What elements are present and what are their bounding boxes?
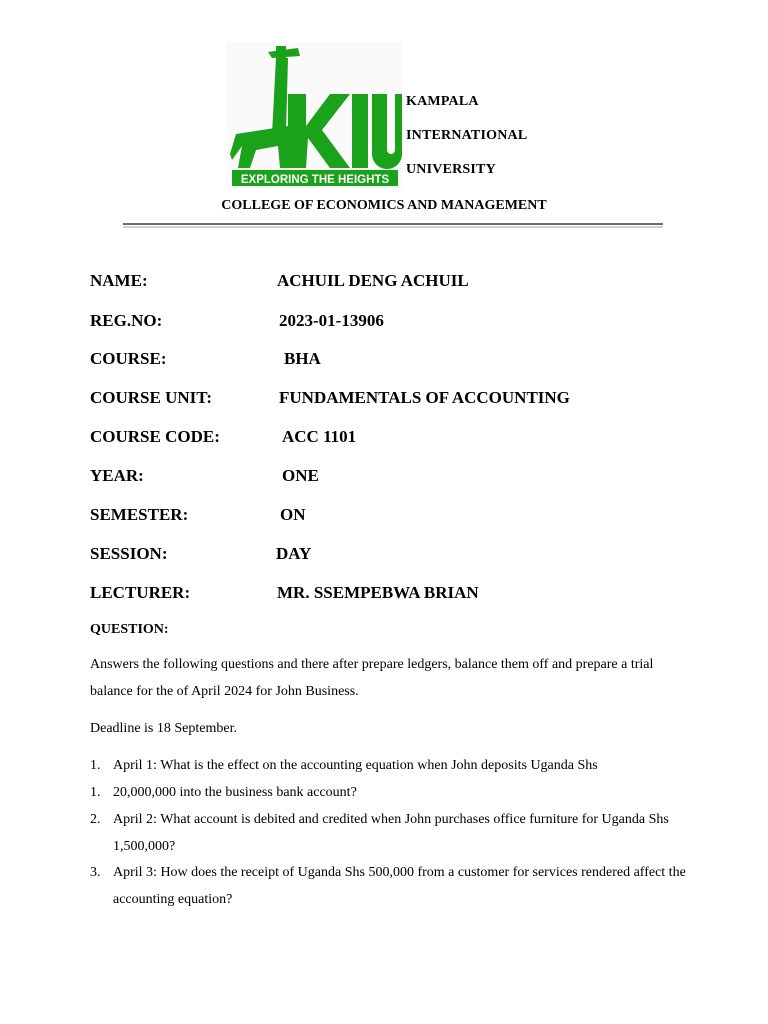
field-value-lecturer: MR. SSEMPEBWA BRIAN <box>277 583 479 602</box>
question-item-text: April 3: How does the receipt of Uganda Shs 500,000 from a customer for services rendered affect the accounting equation? <box>113 865 686 907</box>
kiu-logo <box>226 42 402 188</box>
question-item-text: April 1: What is the effect on the accounting equation when John deposits Uganda Shs <box>113 758 598 773</box>
field-label-course-unit: COURSE UNIT: <box>90 388 213 407</box>
question-item-number: 1. <box>90 785 101 800</box>
field-label-year: YEAR: <box>90 466 144 485</box>
field-label-name: NAME: <box>90 271 148 290</box>
field-value-course-unit: FUNDAMENTALS OF ACCOUNTING <box>279 388 570 407</box>
field-label-course-code: COURSE CODE: <box>90 427 220 446</box>
college-name: COLLEGE OF ECONOMICS AND MANAGEMENT <box>221 198 547 213</box>
question-instructions: Answers the following questions and there after prepare ledgers, balance them off and prepare a trial balance for the of April 2024 for John Business. <box>90 657 654 699</box>
question-item <box>90 859 690 913</box>
question-item <box>90 779 690 806</box>
field-label-semester: SEMESTER: <box>90 505 189 524</box>
field-value-semester: ON <box>280 505 306 524</box>
question-title: QUESTION: <box>90 622 169 637</box>
university-line-2: INTERNATIONAL <box>406 128 528 143</box>
field-value-year: ONE <box>282 466 319 485</box>
question-item-number: 2. <box>90 812 101 827</box>
question-item <box>90 752 690 779</box>
question-item-number: 1. <box>90 758 101 773</box>
field-label-course: COURSE: <box>90 349 167 368</box>
question-item-number: 3. <box>90 865 101 880</box>
field-label-regno: REG.NO: <box>90 311 163 330</box>
field-value-regno: 2023-01-13906 <box>279 311 384 330</box>
field-label-session: SESSION: <box>90 544 168 563</box>
question-item-text: 20,000,000 into the business bank account? <box>113 785 357 800</box>
header-divider-shadow <box>123 226 663 228</box>
question-item <box>90 806 690 860</box>
field-value-course-code: ACC 1101 <box>282 427 357 446</box>
giraffe-icon <box>226 42 402 188</box>
header-divider <box>123 223 663 225</box>
question-item-text: April 2: What account is debited and credited when John purchases office furniture for Uganda Shs 1,500,000? <box>113 812 669 854</box>
logo-tagline: EXPLORING THE HEIGHTS <box>240 174 390 186</box>
question-deadline: Deadline is 18 September. <box>90 721 237 736</box>
field-value-name: ACHUIL DENG ACHUIL <box>277 271 469 290</box>
university-line-1: KAMPALA <box>406 94 479 109</box>
field-label-lecturer: LECTURER: <box>90 583 191 602</box>
university-line-3: UNIVERSITY <box>406 162 496 177</box>
field-value-course: BHA <box>284 349 321 368</box>
field-value-session: DAY <box>276 544 312 563</box>
